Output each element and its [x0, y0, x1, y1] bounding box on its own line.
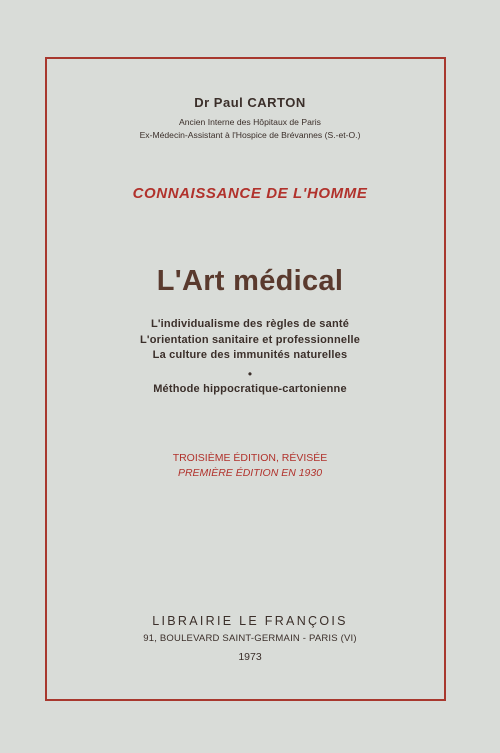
- publisher-name: LIBRAIRIE LE FRANÇOIS: [152, 614, 348, 628]
- subtitle-line-3: La culture des immunités naturelles: [152, 349, 348, 361]
- author-credential-2: Ex-Médecin-Assistant à l'Hospice de Brévannes (S.-et-O.): [139, 130, 361, 140]
- publication-year: 1973: [238, 651, 262, 663]
- publisher-address: 91, BOULEVARD SAINT-GERMAIN - PARIS (VI): [143, 633, 357, 644]
- bullet-separator: •: [247, 367, 253, 381]
- cover-border-frame: [45, 57, 446, 701]
- author-name: Dr Paul CARTON: [194, 95, 306, 110]
- author-credential-1: Ancien Interne des Hôpitaux de Paris: [179, 117, 321, 127]
- edition-note: TROISIÈME ÉDITION, RÉVISÉE: [172, 452, 328, 464]
- series-title: CONNAISSANCE DE L'HOMME: [132, 185, 368, 202]
- subtitle-line-1: L'individualisme des règles de santé: [150, 318, 350, 330]
- book-title: L'Art médical: [156, 265, 344, 297]
- first-edition-note: PREMIÈRE ÉDITION EN 1930: [177, 467, 323, 479]
- subtitle-line-2: L'orientation sanitaire et professionnelle: [139, 334, 361, 346]
- method-line: Méthode hippocratique-cartonienne: [153, 383, 347, 395]
